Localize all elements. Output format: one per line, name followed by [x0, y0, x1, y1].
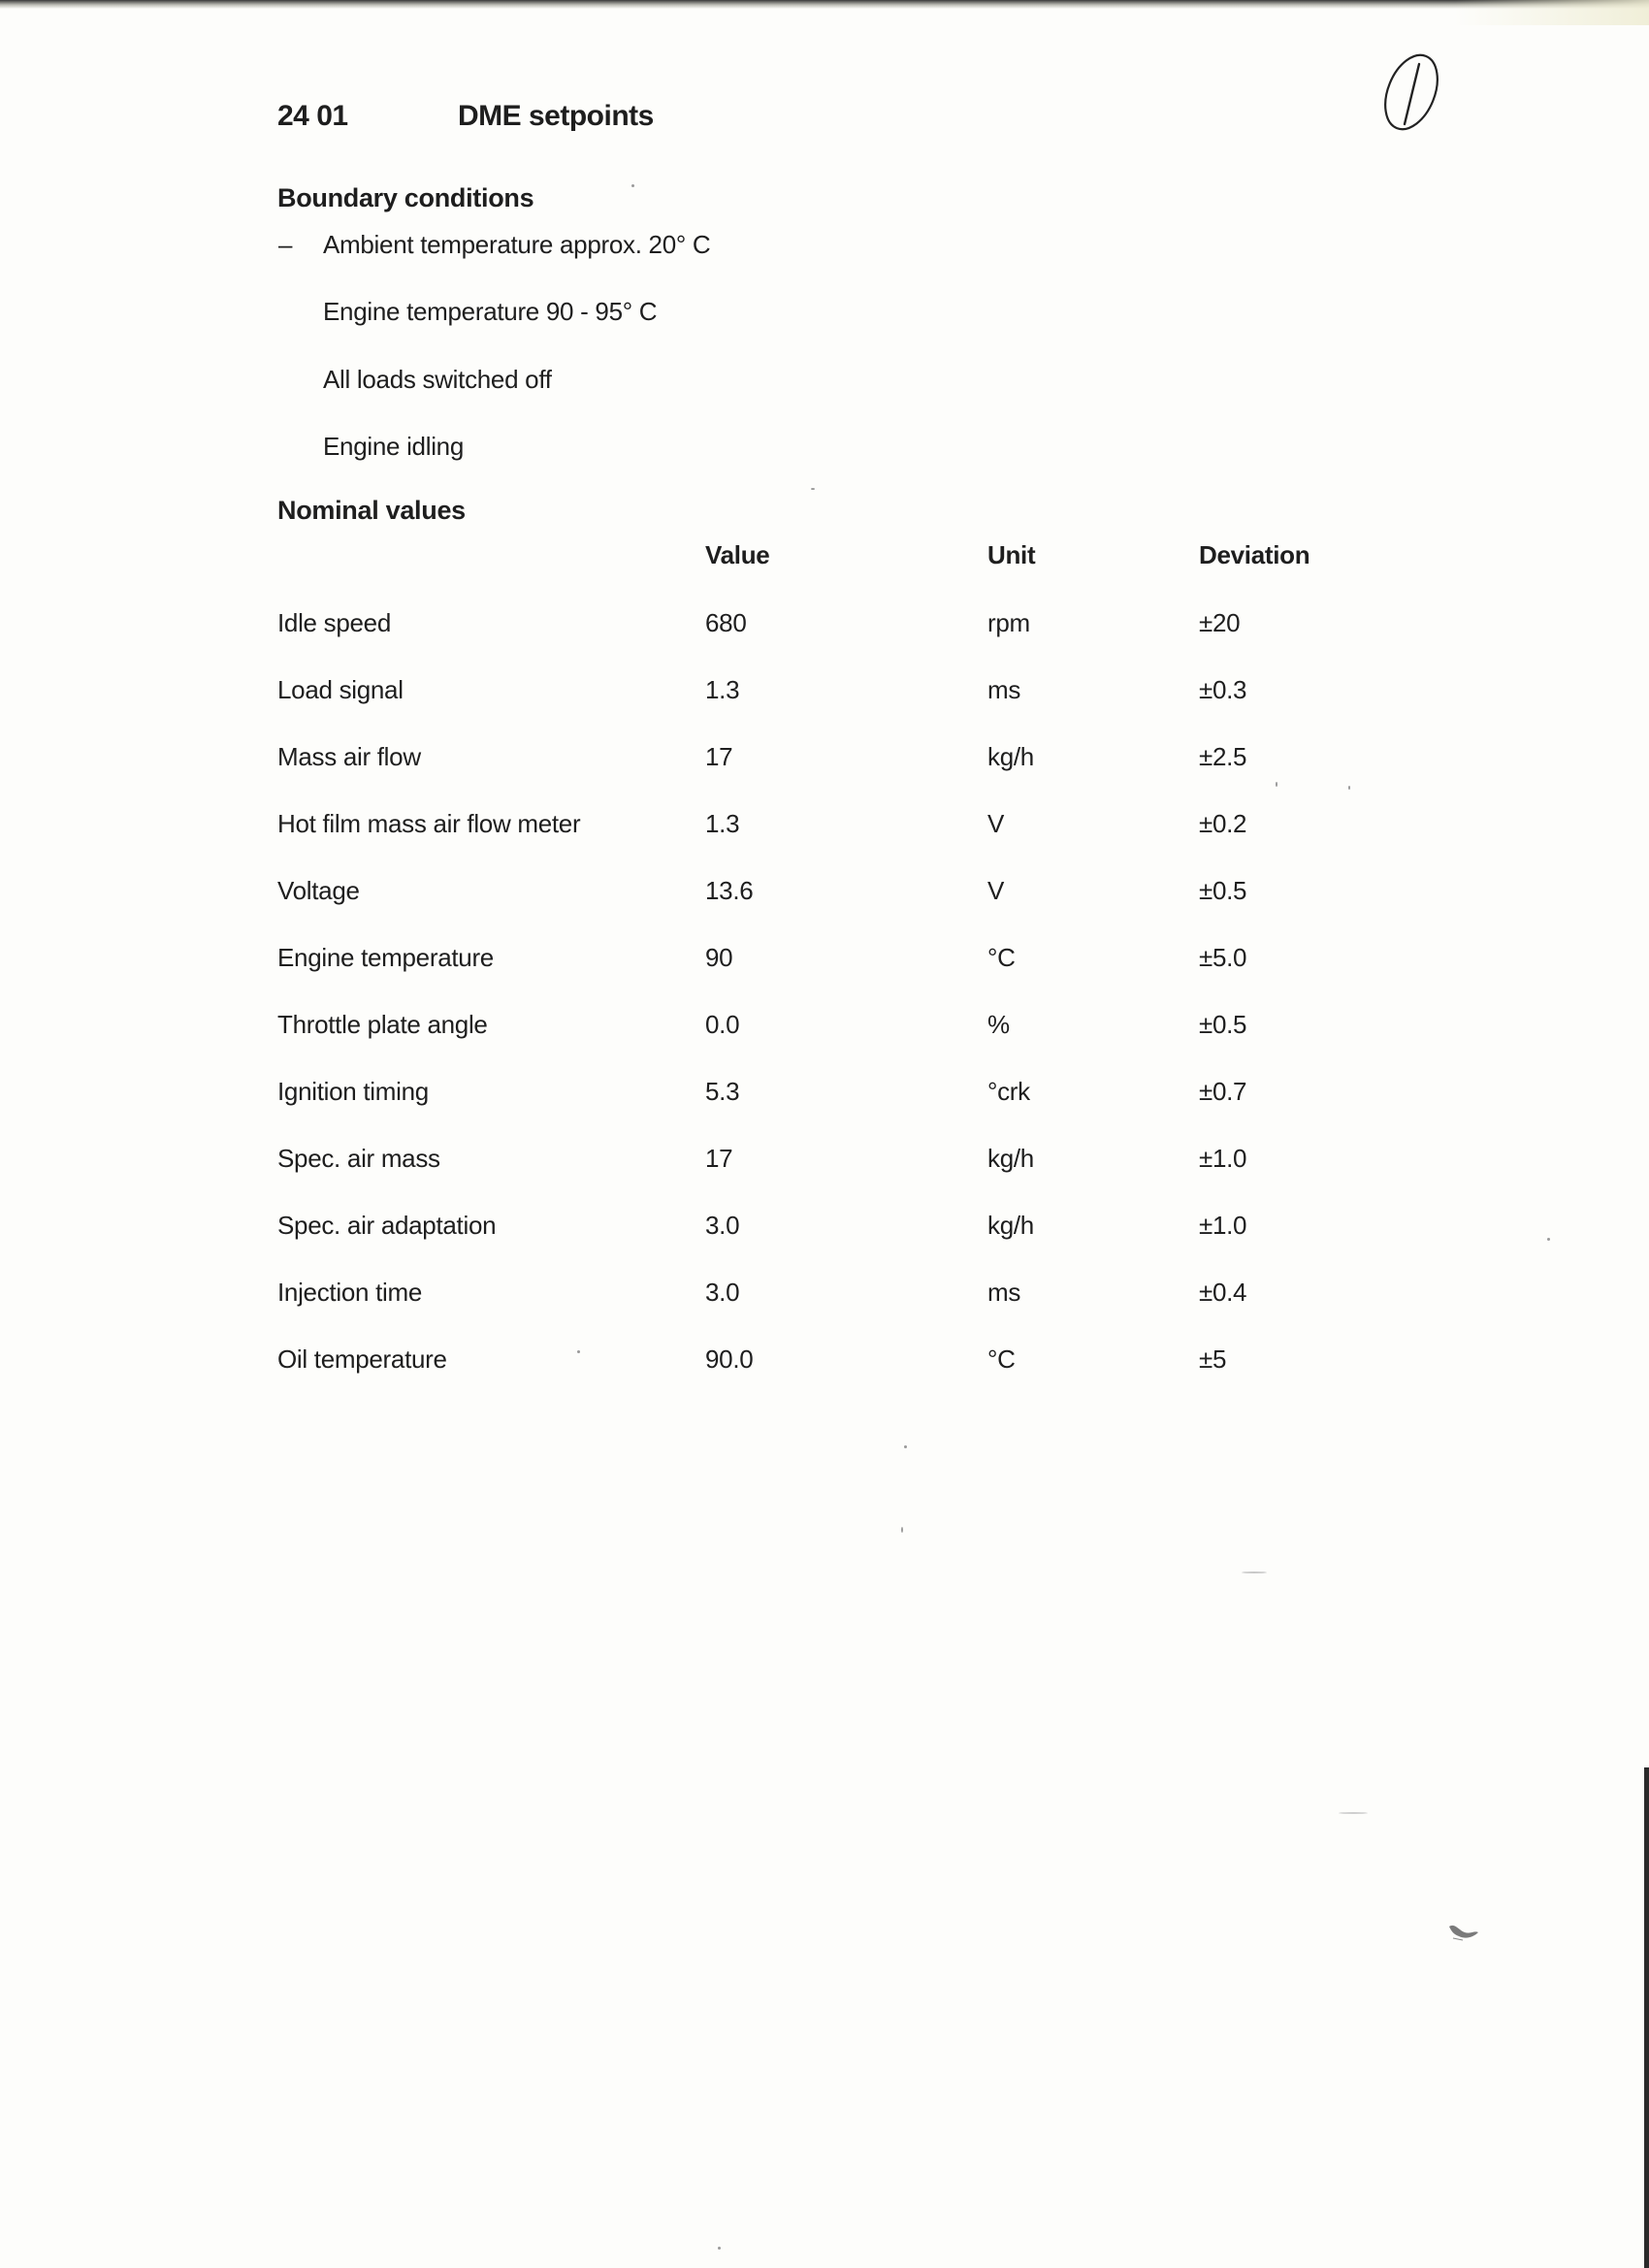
scan-speck	[904, 1445, 907, 1448]
condition-item: All loads switched off	[323, 365, 552, 394]
page-title: DME setpoints	[458, 100, 654, 132]
row-unit: ms	[987, 675, 1021, 704]
nominal-values-heading: Nominal values	[277, 496, 466, 525]
row-unit: °C	[987, 1345, 1016, 1374]
row-unit: V	[987, 809, 1005, 838]
row-label: Ignition timing	[277, 1077, 429, 1106]
handwritten-page-number-icon	[1377, 49, 1445, 141]
row-label: Hot film mass air flow meter	[277, 809, 581, 838]
scan-speck	[631, 184, 634, 187]
boundary-conditions-heading: Boundary conditions	[277, 183, 534, 212]
row-unit: V	[987, 876, 1005, 905]
row-label: Injection time	[277, 1278, 422, 1307]
row-unit: kg/h	[987, 1211, 1034, 1240]
scan-speck	[577, 1350, 580, 1353]
row-value: 0.0	[705, 1010, 740, 1039]
row-label: Throttle plate angle	[277, 1010, 488, 1039]
row-value: 17	[705, 1144, 733, 1173]
row-unit: kg/h	[987, 1144, 1034, 1173]
scan-speck	[1348, 786, 1350, 790]
row-value: 17	[705, 742, 733, 771]
row-label: Spec. air adaptation	[277, 1211, 497, 1240]
row-value: 3.0	[705, 1278, 740, 1307]
row-deviation: ±0.3	[1199, 675, 1247, 704]
row-value: 90	[705, 943, 733, 972]
row-deviation: ±1.0	[1199, 1211, 1247, 1240]
row-label: Idle speed	[277, 608, 391, 637]
row-label: Oil temperature	[277, 1345, 447, 1374]
scan-speck	[1547, 1238, 1550, 1241]
row-label: Engine temperature	[277, 943, 494, 972]
scan-speck	[811, 488, 815, 490]
row-unit: kg/h	[987, 742, 1034, 771]
row-deviation: ±0.5	[1199, 1010, 1247, 1039]
scan-top-edge-tint	[1455, 0, 1649, 25]
section-number: 24 01	[277, 100, 348, 132]
row-value: 3.0	[705, 1211, 740, 1240]
condition-item: Ambient temperature approx. 20° C	[323, 230, 711, 259]
column-header-value: Value	[705, 540, 770, 569]
row-label: Load signal	[277, 675, 404, 704]
row-unit: ms	[987, 1278, 1021, 1307]
scan-top-edge	[0, 0, 1649, 9]
row-deviation: ±20	[1199, 608, 1241, 637]
row-value: 680	[705, 608, 747, 637]
condition-item: Engine idling	[323, 432, 464, 461]
row-value: 1.3	[705, 809, 740, 838]
row-value: 13.6	[705, 876, 754, 905]
scan-speck	[1242, 1571, 1267, 1573]
ink-smudge-icon	[1445, 1921, 1480, 1942]
row-deviation: ±0.4	[1199, 1278, 1247, 1307]
row-value: 1.3	[705, 675, 740, 704]
row-deviation: ±0.5	[1199, 876, 1247, 905]
scan-speck	[901, 1527, 903, 1533]
row-value: 5.3	[705, 1077, 740, 1106]
row-unit: %	[987, 1010, 1010, 1039]
row-label: Spec. air mass	[277, 1144, 440, 1173]
condition-item: Engine temperature 90 - 95° C	[323, 297, 658, 326]
row-deviation: ±0.2	[1199, 809, 1247, 838]
row-label: Voltage	[277, 876, 360, 905]
scan-speck	[718, 2247, 721, 2250]
column-header-deviation: Deviation	[1199, 540, 1310, 569]
scan-speck	[1339, 1812, 1368, 1814]
scan-right-edge	[1644, 1767, 1649, 2268]
row-deviation: ±0.7	[1199, 1077, 1247, 1106]
row-value: 90.0	[705, 1345, 754, 1374]
scan-speck	[1276, 782, 1277, 787]
row-deviation: ±2.5	[1199, 742, 1247, 771]
column-header-unit: Unit	[987, 540, 1036, 569]
row-unit: °crk	[987, 1077, 1030, 1106]
row-label: Mass air flow	[277, 742, 421, 771]
row-deviation: ±5	[1199, 1345, 1227, 1374]
row-unit: rpm	[987, 608, 1030, 637]
list-bullet: –	[278, 230, 293, 259]
row-unit: °C	[987, 943, 1016, 972]
row-deviation: ±5.0	[1199, 943, 1247, 972]
row-deviation: ±1.0	[1199, 1144, 1247, 1173]
